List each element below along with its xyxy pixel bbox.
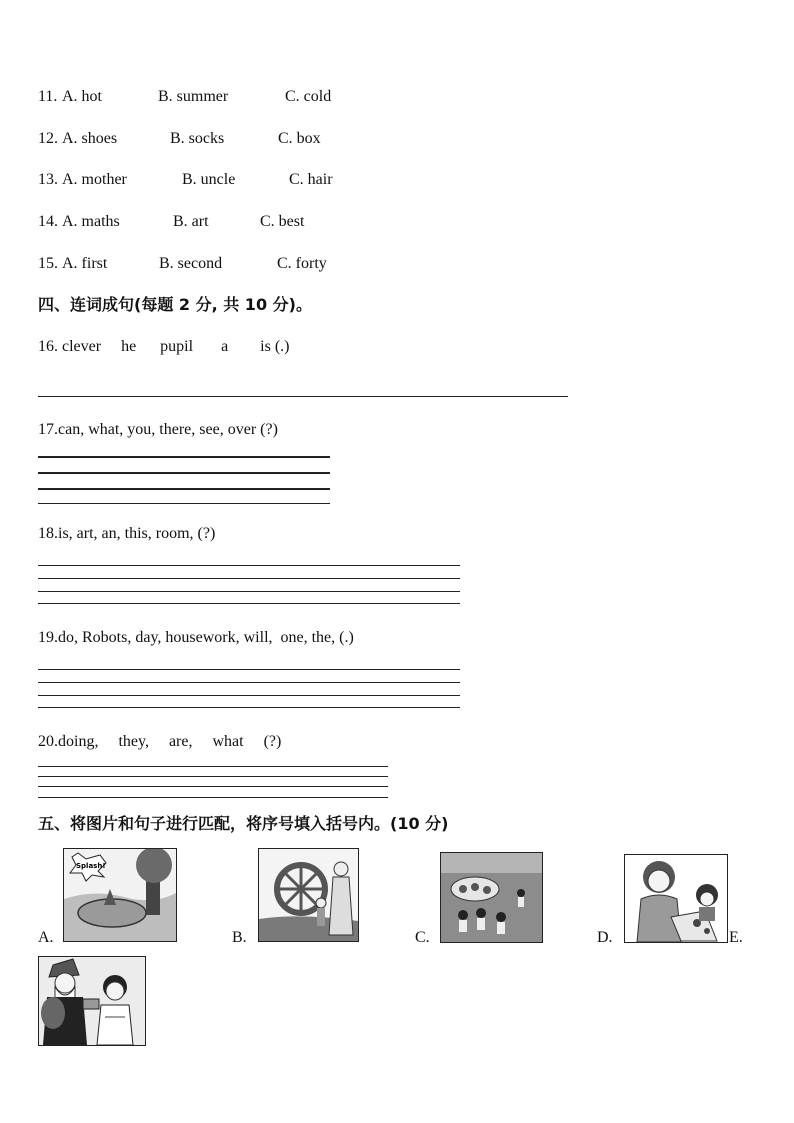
option-c: C. best bbox=[260, 213, 305, 230]
option-a: A. shoes bbox=[62, 130, 118, 147]
option-c: C. forty bbox=[277, 255, 327, 272]
question-18: 18.is, art, an, this, room, (?) bbox=[38, 525, 216, 542]
question-number: 14. bbox=[38, 213, 58, 230]
picture-label-e: E. bbox=[729, 929, 743, 946]
option-b: B. socks bbox=[170, 130, 225, 147]
section-5-heading: 五、将图片和句子进行匹配，将序号填入括号内。(10 分) bbox=[38, 814, 449, 833]
picture-d-mother-child bbox=[624, 854, 728, 943]
option-a: A. first bbox=[62, 255, 108, 272]
answer-line bbox=[38, 695, 460, 696]
option-b: B. summer bbox=[158, 88, 229, 105]
answer-line bbox=[38, 565, 460, 566]
question-number: 13. bbox=[38, 171, 58, 188]
question-20: 20.doing, they, are, what (?) bbox=[38, 733, 282, 750]
option-c: C. box bbox=[278, 130, 321, 147]
answer-line bbox=[38, 669, 460, 670]
option-c: C. hair bbox=[289, 171, 333, 188]
answer-line bbox=[38, 786, 388, 787]
answer-line bbox=[38, 488, 330, 490]
option-b: B. art bbox=[173, 213, 209, 230]
picture-e-santa bbox=[38, 956, 146, 1046]
picture-label-b: B. bbox=[232, 929, 247, 946]
answer-line bbox=[38, 503, 330, 504]
splash-caption: Splash! bbox=[76, 862, 106, 870]
question-number: 12. bbox=[38, 130, 58, 147]
picture-label-d: D. bbox=[597, 929, 613, 946]
option-b: B. uncle bbox=[182, 171, 236, 188]
answer-line bbox=[38, 766, 388, 767]
answer-line bbox=[38, 396, 568, 397]
option-a: A. mother bbox=[62, 171, 127, 188]
question-19: 19.do, Robots, day, housework, will, one, the, (.) bbox=[38, 629, 354, 646]
section-4-heading: 四、连词成句(每题 2 分, 共 10 分)。 bbox=[38, 295, 312, 314]
option-b: B. second bbox=[159, 255, 223, 272]
question-number: 11. bbox=[38, 88, 58, 105]
option-a: A. maths bbox=[62, 213, 120, 230]
answer-line bbox=[38, 591, 460, 592]
picture-a-splash bbox=[63, 848, 177, 942]
option-a: A. hot bbox=[62, 88, 102, 105]
answer-line bbox=[38, 472, 330, 474]
picture-b-waterwheel bbox=[258, 848, 359, 942]
answer-line bbox=[38, 578, 460, 579]
answer-line bbox=[38, 456, 330, 458]
answer-line bbox=[38, 603, 460, 604]
answer-line bbox=[38, 707, 460, 708]
answer-line bbox=[38, 682, 460, 683]
option-c: C. cold bbox=[285, 88, 332, 105]
question-16: 16. clever he pupil a is (.) bbox=[38, 338, 290, 355]
answer-line bbox=[38, 776, 388, 777]
question-number: 15. bbox=[38, 255, 58, 272]
question-17: 17.can, what, you, there, see, over (?) bbox=[38, 421, 278, 438]
picture-label-c: C. bbox=[415, 929, 430, 946]
answer-line bbox=[38, 797, 388, 798]
picture-c-picnic bbox=[440, 852, 543, 943]
picture-label-a: A. bbox=[38, 929, 54, 946]
